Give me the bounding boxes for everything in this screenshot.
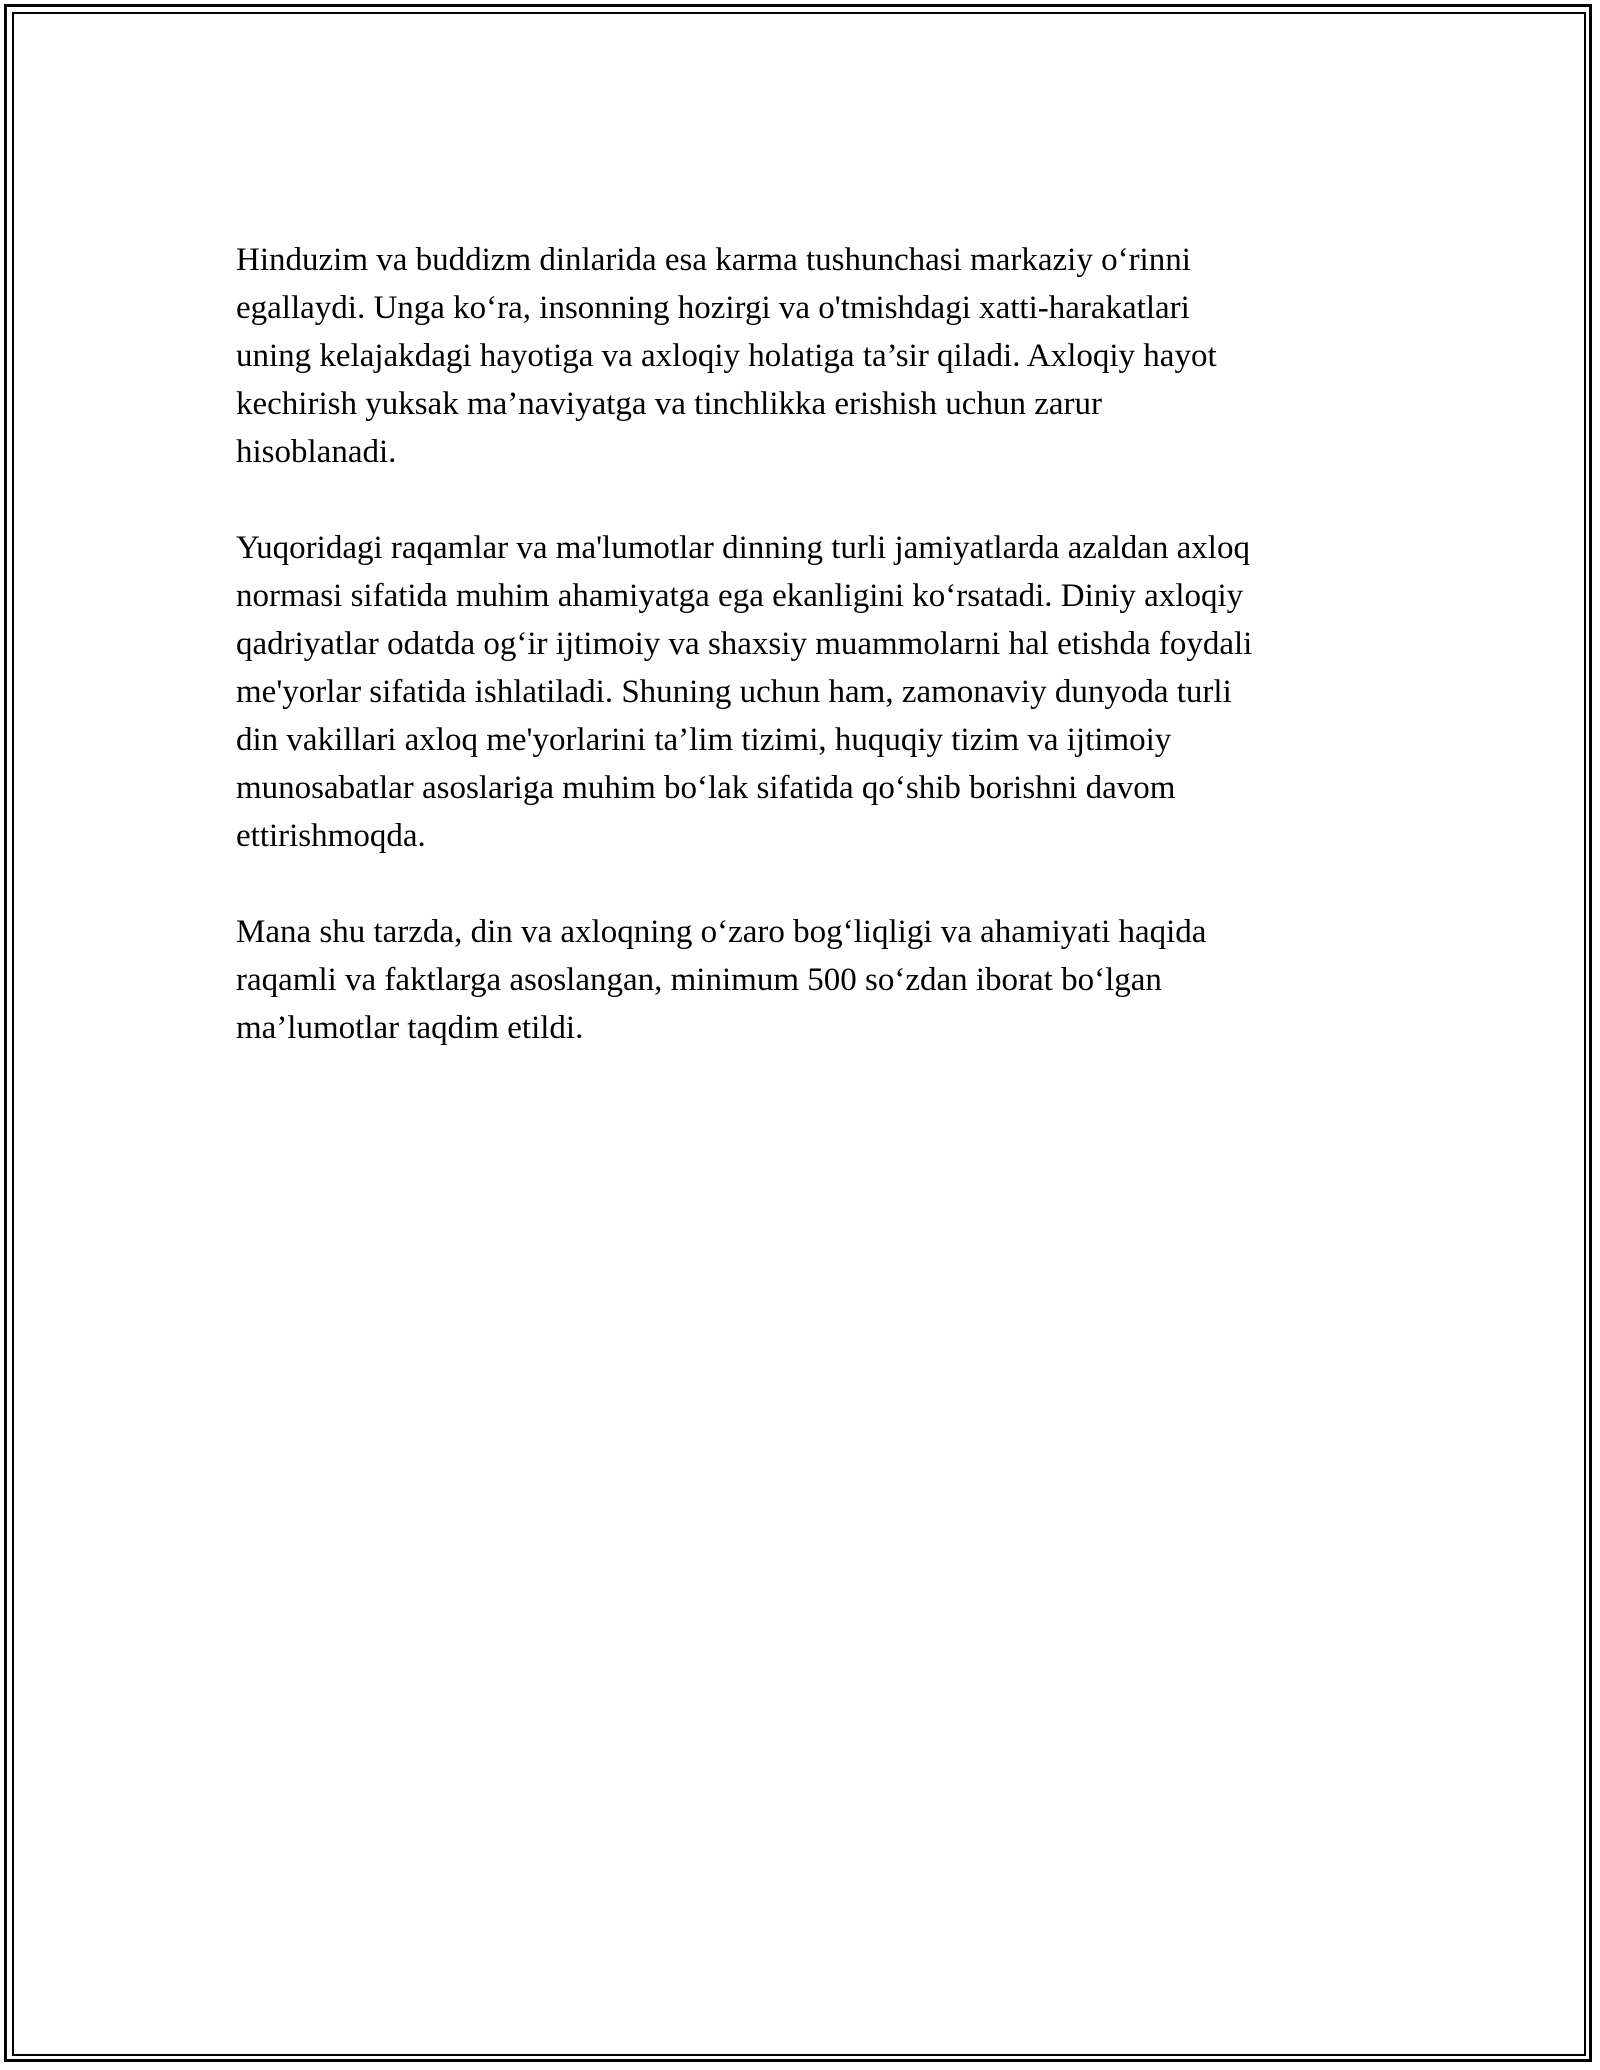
text-line: uning kelajakdagi hayotiga va axloqiy holatiga ta’sir qiladi. Axloqiy hayot	[236, 338, 1217, 374]
text-line: egallaydi. Unga ko‘ra, insonning hozirgi va o'tmishdagi xatti-harakatlari	[236, 290, 1190, 326]
text-line: kechirish yuksak ma’naviyatga va tinchlikka erishish uchun zarur	[236, 386, 1102, 422]
text-line: ettirishmoqda.	[236, 818, 426, 854]
paragraph-conclusion	[236, 908, 1376, 1052]
text-line: Yuqoridagi raqamlar va ma'lumotlar dinning turli jamiyatlarda azaldan axloq	[236, 530, 1250, 566]
text-line: me'yorlar sifatida ishlatiladi. Shuning uchun ham, zamonaviy dunyoda turli	[236, 674, 1232, 710]
text-line: qadriyatlar odatda og‘ir ijtimoiy va shaxsiy muammolarni hal etishda foydali	[236, 626, 1253, 662]
paragraph-karma	[236, 236, 1376, 476]
text-line: din vakillari axloq me'yorlarini ta’lim tizimi, huquqiy tizim va ijtimoiy	[236, 722, 1172, 758]
text-line: ma’lumotlar taqdim etildi.	[236, 1010, 584, 1046]
text-line: normasi sifatida muhim ahamiyatga ega ekanligini ko‘rsatadi. Diniy axloqiy	[236, 578, 1244, 614]
document-body	[236, 236, 1376, 1100]
text-line: munosabatlar asoslariga muhim bo‘lak sifatida qo‘shib borishni davom	[236, 770, 1176, 806]
text-line: Hinduzim va buddizm dinlarida esa karma tushunchasi markaziy o‘rinni	[236, 242, 1191, 278]
text-line: raqamli va faktlarga asoslangan, minimum 500 so‘zdan iborat bo‘lgan	[236, 962, 1162, 998]
text-line: Mana shu tarzda, din va axloqning o‘zaro bog‘liqligi va ahamiyati haqida	[236, 914, 1207, 950]
paragraph-summary	[236, 524, 1376, 860]
text-line: hisoblanadi.	[236, 434, 397, 470]
